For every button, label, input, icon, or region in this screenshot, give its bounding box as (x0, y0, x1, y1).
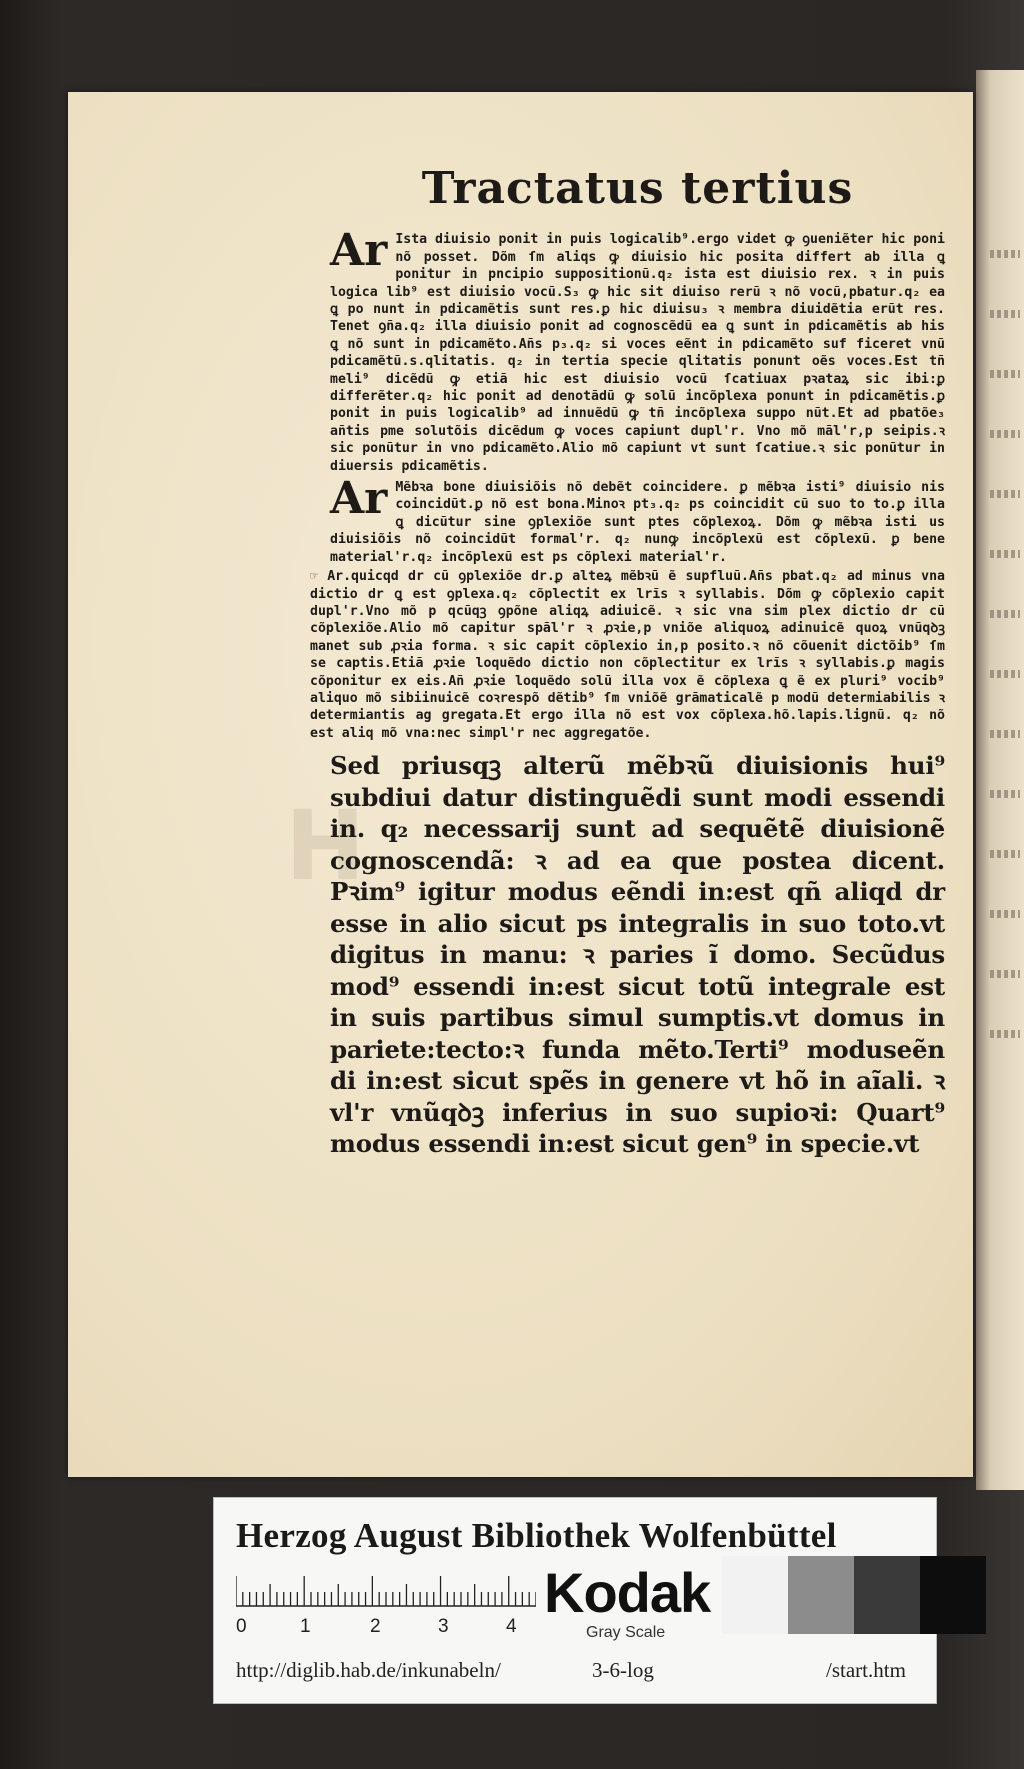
paragraph-1 (330, 225, 945, 475)
paragraph-2 (330, 473, 945, 566)
paragraph-3 (310, 568, 945, 742)
ruler-number-0: 0 (236, 1616, 247, 1637)
page-heading: Tractatus tertius (421, 163, 854, 214)
page-edge-line (990, 430, 1020, 438)
ruler-number-4: 4 (506, 1616, 517, 1637)
gray-swatch (722, 1556, 788, 1634)
gray-swatch (788, 1556, 854, 1634)
paragraph-4 (330, 750, 945, 1160)
ruler-numbers (236, 1616, 536, 1640)
ruler-number-1: 1 (300, 1616, 311, 1637)
ruler-number-2: 2 (370, 1616, 381, 1637)
page-edge-line (990, 370, 1020, 378)
source-url: http://diglib.hab.de/inkunabeln/ (236, 1658, 501, 1682)
page-edge-line (990, 490, 1020, 498)
gray-scale-label: Gray Scale (586, 1624, 666, 1641)
paragraph-4-text: Sed priusqꝫ alterũ mẽbꝛũ diuisionis hui⁹ subdiui datur distinguẽdi sunt modi essendi in. q₂ necessarij sunt ad sequẽtẽ diuisionẽ cognoscendã: ꝛ ad ea que postea dicent. Pꝛim⁹ igitur modus eẽndi in:est qñ aliqd dr esse in alio sicut ps integralis in suo toto.vt digitus in manu: ꝛ paries ĩ domo. Secũdus mod⁹ essendi in:est sicut totũ integrale est in suis partibus simul sumptis.vt domus in pariete:tecto:ꝛ funda mẽto.Terti⁹ moduseẽn di in:est sicut spẽs in genere vt hõ in aĩali. ꝛ vl'r vnũqꝺꝫ inferius in suo supioꝛi: Quart⁹ modus essendi in:est sicut gen⁹ in specie.vt (330, 751, 945, 1159)
paragraph-1-initial: Ar (330, 225, 388, 277)
paragraph-2-text: Mẽbꝛa bone diuisiõis nõ debẽt coincidere. ꝑ mẽbꝛa isti⁹ diuisio nis coincidũt.ꝑ nõ est bona.Minoꝛ pt₃.q₂ ps coincidit cũ suo to to.ꝑ illa ꝗ dicũtur sine ꝯplexiõe sunt ptes cõplexoꝝ. Dõm ꝙ mẽbꝛa isti us diuisiõis nõ coincidũt formal'r. q₂ nunꝙ incõplexũ est cõplexũ. ꝑ bene material'r.q₂ incõplexũ est ps cõplexi material'r. (330, 480, 945, 565)
library-title: Herzog August Bibliothek Wolfenbüttel (236, 1516, 837, 1555)
paragraph-1-text: Ista diuisio ponit in puis logicalib⁹.ergo videt ꝙ ꝯueniẽter hic poni nõ posset. Dõm ſm aliqs ꝙ diuisio hic posita differt ab illa ꝗ ponitur in pncipio suppositionũ.q₂ ista est diuisio rex. ꝛ in puis logica lib⁹ est diuisio vocũ.S₃ ꝙ hic sit diuiso rerũ ꝛ nõ vocũ,pbatur.q₂ ea ꝗ po nunt in pdicamẽtis sunt res.ꝑ hic diuisu₃ ꝛ membra diuidẽtia erũt res. Tenet ꝯña.q₂ illa diuisio ponit ad cognoscẽdũ ea ꝗ sunt in pdicamẽtis ab his ꝗ nõ sunt in pdicamẽto.Añs p₃.q₂ si voces eẽnt in pdicamẽto suf ficeret vnũ pdicamẽtũ.s.qlitatis. q₂ in tertia specie qlitatis ponunt oẽs voces.Est tñ meli⁹ dicẽdũ ꝙ etiã hic est diuisio vocũ ſcatiuax pꝛataꝝ sic ibi:ꝑ differẽter.q₂ hic ponit ad denotãdũ ꝙ solũ incõplexa ponunt in pdicamẽtis.ꝑ ponit in puis logicalib⁹ ad innuẽdũ ꝙ tñ incõplexa suppo nũt.Et ad pbatõe₃ añtis pme solutõis dicẽdum ꝙ voces capiunt dupl'r. Vno mõ mãl'r,p seipis.ꝛ sic ponũtur in vno pdicamẽto.Alio mõ capiunt vt sunt ſcatiue.ꝛ sic ponũtur in diuersis pdicamẽtis. (330, 232, 945, 474)
page-edge-line (990, 310, 1020, 318)
page-edge-line (990, 550, 1020, 558)
next-page-edge (976, 70, 1024, 1490)
ruler-scale (236, 1568, 536, 1608)
page-edge-line (990, 1030, 1020, 1038)
gray-swatch (920, 1556, 986, 1634)
ruler-number-3: 3 (438, 1616, 449, 1637)
page-edge-line (990, 610, 1020, 618)
paragraph-3-text: ☞ Ar.quicqd dr cũ ꝯplexiõe dr.ꝑ alteꝝ mẽbꝛũ ẽ supfluũ.Añs pbat.q₂ ad minus vna dictio dr ꝗ est ꝯplexa.q₂ cõplectit ex lrĩs ꝛ syllabis. Dõm ꝙ cõplexio capit dupl'r.Vno mõ p qcũqꝫ ꝯpõne aliqꝝ adiuicẽ. ꝛ sic vna sim plex dictio dr cũ cõplexiõe.Alio mõ capitur spãl'r ꝛ ꝓꝛie,p vniõe aliquoꝝ adinuicẽ quoꝝ vnũqꝺꝫ manet sub ꝓꝛia forma. ꝛ sic capit cõplexio in,p posito.ꝛ nõ cõuenit dictõib⁹ ſm se captis.Etiã ꝓꝛie loquẽdo dictio non cõplectitur ex lrĩs ꝛ syllabis.ꝑ magis cõponitur ex eis.Añ ꝓꝛie loquẽdo solũ illa vox ẽ cõplexa ꝗ ẽ ex pluri⁹ vocib⁹ aliquo mõ sibiinuicẽ coꝛrespõ dẽtib⁹ ſm vniõẽ grãmaticalẽ p modũ determiabilis ꝛ determiantis ag gregata.Et ergo illa nõ est vox cõplexa.hõ.lapis.lignũ. q₂ nõ est aliq mõ vna:nec simpl'r nec aggregatõe. (310, 569, 945, 741)
gray-swatch (854, 1556, 920, 1634)
page-edge-line (990, 730, 1020, 738)
paragraph-2-initial: Ar (330, 473, 388, 525)
text-block (310, 163, 945, 1160)
gray-swatches (722, 1556, 986, 1634)
kodak-logo: Kodak (544, 1561, 711, 1624)
page-edge-line (990, 970, 1020, 978)
page-edge-line (990, 670, 1020, 678)
page-edge-line (990, 910, 1020, 918)
calibration-card (213, 1497, 937, 1704)
page-edge-line (990, 850, 1020, 858)
page-code: 3-6-log (592, 1658, 654, 1682)
watermark: H (285, 790, 366, 902)
start-link: /start.htm (826, 1658, 906, 1682)
page-edge-line (990, 250, 1020, 258)
page-edge-line (990, 790, 1020, 798)
